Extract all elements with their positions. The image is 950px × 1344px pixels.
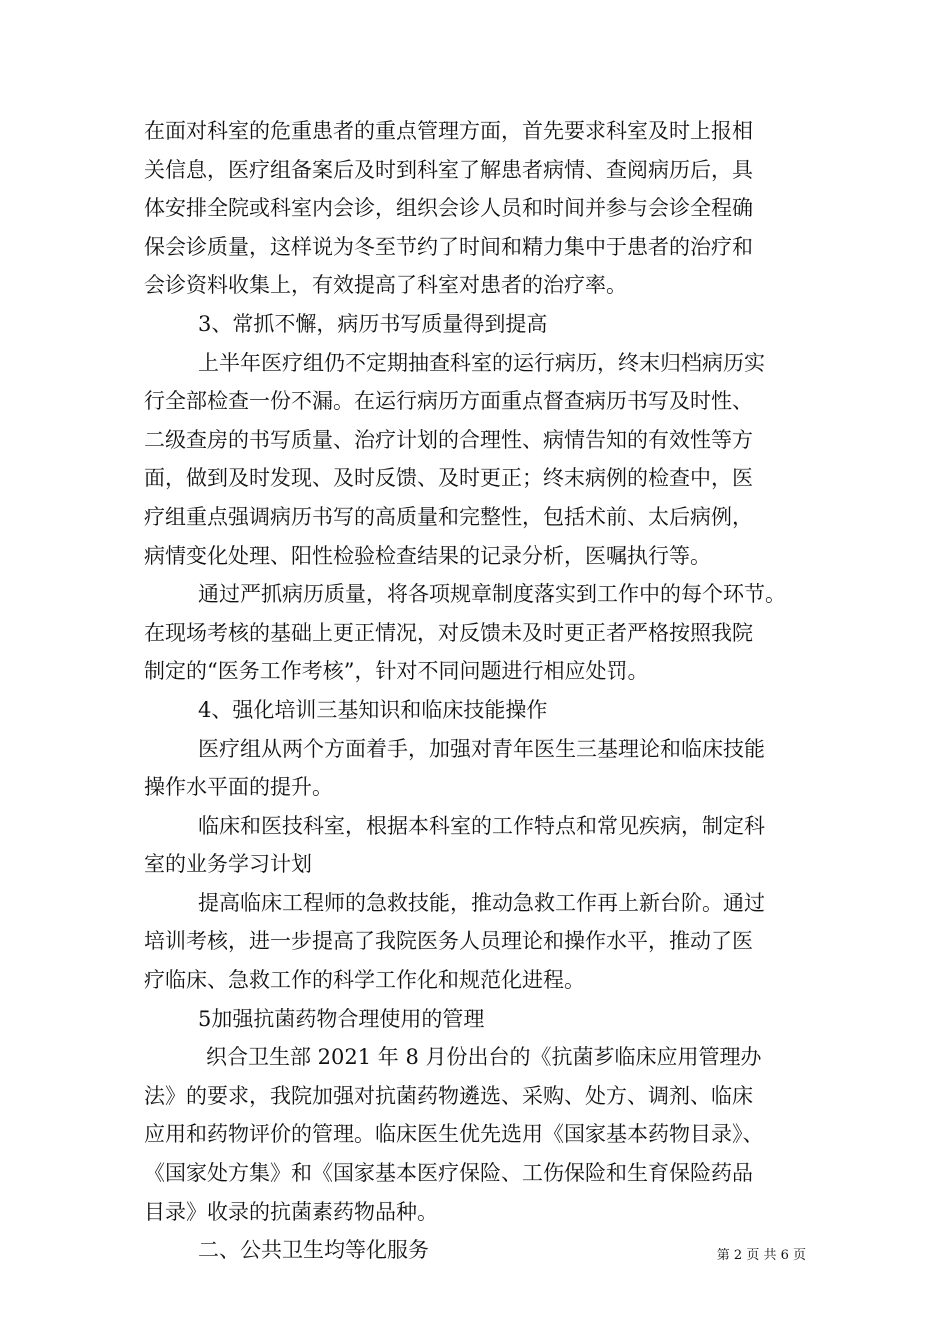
text-line: 保会诊质量，这样说为冬至节约了时间和精力集中于患者的治疗和 xyxy=(144,234,753,259)
text-line: 会诊资料收集上，有效提高了科室对患者的治疗率。 xyxy=(144,273,627,298)
text-line: 临床和医技科室，根据本科室的工作特点和常见疾病，制定科 xyxy=(198,813,765,838)
text-line: 目录》收录的抗菌素药物品种。 xyxy=(144,1199,438,1224)
text-line: 织合卫生部 2021 年 8 月份出台的《抗菌芗临床应用管理办 xyxy=(206,1045,762,1070)
text-line: 二级查房的书写质量、治疗计划的合理性、病情告知的有效性等方 xyxy=(144,427,753,452)
text-line: 提高临床工程师的急救技能，推动急救工作再上新台阶。通过 xyxy=(198,890,765,915)
text-line: 在现场考核的基础上更正情况，对反馈未及时更正者严格按照我院 xyxy=(144,620,753,645)
text-line: 在面对科室的危重患者的重点管理方面，首先要求科室及时上报相 xyxy=(144,119,753,143)
text-line: 行全部检查一份不漏。在运行病历方面重点督查病历书写及时性、 xyxy=(144,389,753,414)
section-heading: 5加强抗菌药物合理使用的管理 xyxy=(198,1006,485,1031)
text-line: 关信息，医疗组备案后及时到科室了解患者病情、查阅病历后，具 xyxy=(144,157,753,182)
page-number: 第 2 页 共 6 页 xyxy=(716,1248,806,1263)
text-line: 病情变化处理、阳性检验检查结果的记录分析，医嘱执行等。 xyxy=(144,543,711,568)
section-heading: 二、公共卫生均等化服务 xyxy=(198,1238,429,1263)
text-line: 制定的“医务工作考核”，针对不同问题进行相应处罚。 xyxy=(144,659,649,684)
section-heading: 4、强化培训三基知识和临床技能操作 xyxy=(198,697,548,722)
text-line: 疗临床、急救工作的科学工作化和规范化进程。 xyxy=(144,968,585,993)
text-line: 上半年医疗组仍不定期抽查科室的运行病历，终末归档病历实 xyxy=(198,350,765,375)
text-line: 医疗组从两个方面着手，加强对青年医生三基理论和临床技能 xyxy=(198,736,765,761)
text-line: 体安排全院或科室内会诊，组织会诊人员和时间并参与会诊全程确 xyxy=(144,196,753,221)
text-line: 通过严抓病历质量，将各项规章制度落实到工作中的每个环节。 xyxy=(198,582,786,607)
text-line: 疗组重点强调病历书写的高质量和完整性，包括术前、太后病例， xyxy=(144,504,753,529)
section-heading: 3、常抓不懈，病历书写质量得到提高 xyxy=(198,311,548,336)
document-body xyxy=(144,112,814,1270)
text-line: 法》的要求，我院加强对抗菌药物遴选、采购、处方、调剂、临床 xyxy=(144,1083,753,1108)
text-line: 面，做到及时发现、及时反馈、及时更正；终末病例的检查中，医 xyxy=(144,466,753,491)
text-line: 操作水平面的提升。 xyxy=(144,775,333,800)
text-line: 室的业务学习计划 xyxy=(144,852,312,877)
text-line: 应用和药物评价的管理。临床医生优先选用《国家基本药物目录》、 xyxy=(144,1122,764,1147)
text-line: 《国家处方集》和《国家基本医疗保险、工伤保险和生育保险药品 xyxy=(144,1161,753,1186)
text-line: 培训考核，进一步提高了我院医务人员理论和操作水平，推动了医 xyxy=(144,929,753,954)
